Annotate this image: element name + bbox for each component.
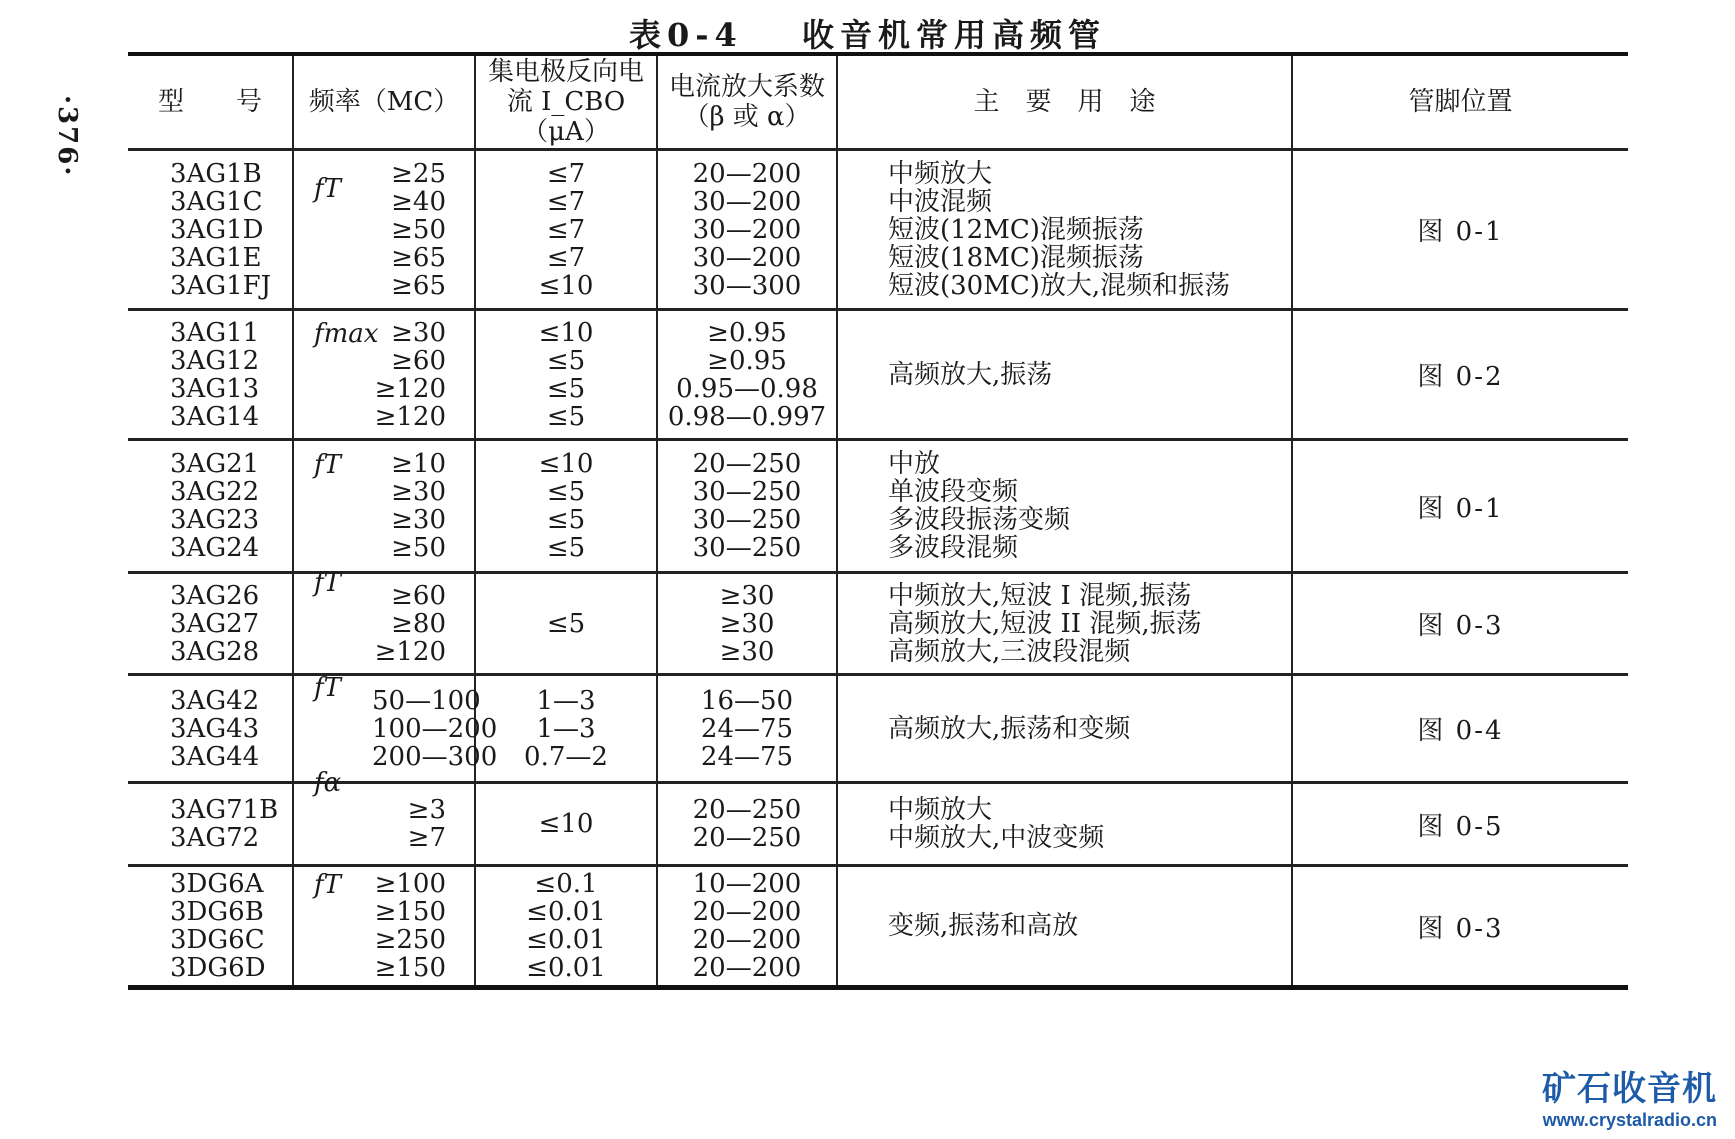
gain-value-line: 30—200 xyxy=(692,186,802,217)
icbo-value-line: ≤5 xyxy=(546,373,586,404)
pin-position-cell: 图 0-3 xyxy=(1292,573,1628,675)
icbo-cell xyxy=(475,675,657,783)
frequency-value-line: ≥50 xyxy=(391,214,446,245)
icbo-value-line: ≤5 xyxy=(546,401,586,432)
header-icbo xyxy=(475,54,657,150)
icbo-value-lines xyxy=(476,810,656,838)
icbo-value-line: ≤10 xyxy=(538,317,594,348)
icbo-cell xyxy=(475,783,657,866)
gain-value-lines xyxy=(658,870,836,982)
gain-cell xyxy=(657,675,837,783)
table-title-text: 收音机常用高频管 xyxy=(801,16,1106,54)
model-line: 3AG13 xyxy=(170,373,260,404)
frequency-value-line: ≥40 xyxy=(391,186,446,217)
icbo-value-line: ≤10 xyxy=(538,449,594,479)
header-gain-line2: （β 或 α） xyxy=(683,102,811,132)
model-cell xyxy=(128,150,293,310)
gain-cell xyxy=(657,573,837,675)
table-row xyxy=(128,310,1628,440)
gain-value-line: ≥0.95 xyxy=(707,345,787,376)
gain-value-lines xyxy=(658,160,836,300)
model-lines xyxy=(170,687,292,771)
frequency-cell xyxy=(293,310,475,440)
usage-line: 中频放大,中波变频 xyxy=(888,823,1105,853)
header-frequency: 频率（MC） xyxy=(293,54,475,150)
pin-position-cell: 图 0-1 xyxy=(1292,150,1628,310)
gain-value-line: 20—250 xyxy=(692,823,802,853)
table-row xyxy=(128,573,1628,675)
frequency-value-lines xyxy=(372,796,446,852)
usage-line: 高频放大,三波段混频 xyxy=(888,636,1131,667)
gain-value-lines xyxy=(658,582,836,666)
gain-value-line: ≥30 xyxy=(719,636,775,667)
model-line: 3AG27 xyxy=(170,608,260,639)
usage-line: 中频放大 xyxy=(888,158,993,189)
frequency-value-line: ≥25 xyxy=(391,158,446,189)
model-lines xyxy=(170,870,292,982)
usage-lines xyxy=(888,582,1291,666)
pin-position-cell: 图 0-3 xyxy=(1292,866,1628,988)
icbo-cell xyxy=(475,573,657,675)
frequency-value-line: 200—300 xyxy=(372,741,498,772)
table-body xyxy=(128,150,1628,988)
icbo-value-line: ≤10 xyxy=(538,809,594,839)
icbo-cell xyxy=(475,866,657,988)
model-line: 3DG6B xyxy=(170,897,264,927)
usage-lines xyxy=(888,450,1291,562)
icbo-value-lines xyxy=(476,610,656,638)
frequency-value-line: ≥30 xyxy=(391,317,446,348)
gain-value-line: 20—250 xyxy=(692,449,802,479)
gain-value-line: 20—200 xyxy=(692,925,802,955)
icbo-value-line: ≤10 xyxy=(538,270,594,301)
usage-cell xyxy=(837,675,1292,783)
gain-value-line: ≥30 xyxy=(719,580,775,611)
gain-cell xyxy=(657,783,837,866)
frequency-cell xyxy=(293,150,475,310)
usage-cell xyxy=(837,310,1292,440)
frequency-value-line: ≥7 xyxy=(407,823,446,853)
model-line: 3DG6D xyxy=(170,953,266,983)
frequency-value-lines xyxy=(372,160,446,300)
header-gain xyxy=(657,54,837,150)
frequency-value-line: ≥150 xyxy=(374,897,446,927)
gain-value-line: 30—250 xyxy=(692,477,802,507)
usage-lines xyxy=(888,361,1291,389)
usage-lines xyxy=(888,912,1291,940)
frequency-value-line: ≥250 xyxy=(374,925,446,955)
gain-value-line: 30—250 xyxy=(692,533,802,563)
page-number: ·376· xyxy=(52,95,82,178)
table-row xyxy=(128,675,1628,783)
model-line: 3AG1FJ xyxy=(170,270,272,301)
icbo-value-line: ≤7 xyxy=(546,214,586,245)
gain-value-line: 10—200 xyxy=(692,869,802,899)
frequency-value-lines xyxy=(372,319,446,431)
header-row xyxy=(128,54,1628,150)
model-line: 3AG26 xyxy=(170,580,260,611)
model-line: 3AG11 xyxy=(170,317,260,348)
pin-position-cell: 图 0-1 xyxy=(1292,440,1628,573)
frequency-value-line: ≥80 xyxy=(391,608,446,639)
icbo-value-lines xyxy=(476,450,656,562)
model-line: 3AG22 xyxy=(170,477,260,507)
pin-position-cell: 图 0-2 xyxy=(1292,310,1628,440)
watermark-url: www.crystalradio.cn xyxy=(1542,1110,1717,1130)
model-line: 3AG21 xyxy=(170,449,260,479)
pin-position-cell: 图 0-5 xyxy=(1292,783,1628,866)
frequency-value-line: ≥120 xyxy=(374,401,446,432)
icbo-value-line: ≤0.1 xyxy=(534,869,598,899)
transistor-table xyxy=(128,52,1628,990)
frequency-value-line: ≥150 xyxy=(374,953,446,983)
icbo-value-lines xyxy=(476,160,656,300)
frequency-cell xyxy=(293,768,475,866)
gain-cell xyxy=(657,150,837,310)
usage-cell xyxy=(837,783,1292,866)
frequency-symbol: fmax xyxy=(314,318,379,349)
icbo-value-lines xyxy=(476,687,656,771)
gain-value-line: 30—200 xyxy=(692,214,802,245)
frequency-value-line: ≥30 xyxy=(391,477,446,507)
usage-line: 中频放大 xyxy=(888,795,993,825)
frequency-cell xyxy=(293,567,475,675)
icbo-value-line: ≤5 xyxy=(546,608,586,639)
table-row xyxy=(128,440,1628,573)
gain-value-line: ≥0.95 xyxy=(707,317,787,348)
icbo-value-line: ≤7 xyxy=(546,242,586,273)
icbo-value-line: 0.7—2 xyxy=(524,741,608,772)
frequency-value-line: ≥60 xyxy=(391,580,446,611)
pin-position-cell: 图 0-4 xyxy=(1292,675,1628,783)
table-row xyxy=(128,866,1628,988)
model-cell xyxy=(128,310,293,440)
gain-value-lines xyxy=(658,450,836,562)
icbo-value-line: ≤7 xyxy=(546,186,586,217)
gain-value-line: 24—75 xyxy=(700,713,794,744)
usage-line: 多波段振荡变频 xyxy=(888,505,1071,535)
usage-line: 变频,振荡和高放 xyxy=(888,911,1079,941)
model-line: 3AG44 xyxy=(170,741,260,772)
usage-line: 中频放大,短波 I 混频,振荡 xyxy=(888,580,1192,611)
model-line: 3AG14 xyxy=(170,401,260,432)
usage-line: 中波混频 xyxy=(888,186,993,217)
gain-value-line: ≥30 xyxy=(719,608,775,639)
model-line: 3AG28 xyxy=(170,636,260,667)
frequency-symbol: fT xyxy=(314,567,341,598)
icbo-value-line: ≤5 xyxy=(546,345,586,376)
frequency-value-lines xyxy=(372,685,498,772)
model-line: 3AG24 xyxy=(170,533,260,563)
gain-value-line: 20—200 xyxy=(692,158,802,189)
frequency-symbol: fα xyxy=(314,768,342,798)
table-title xyxy=(0,10,1735,56)
usage-line: 高频放大,振荡和变频 xyxy=(888,713,1131,744)
frequency-symbol: fT xyxy=(314,672,341,703)
gain-value-line: 16—50 xyxy=(700,685,794,716)
model-line: 3AG1D xyxy=(170,214,264,245)
model-cell xyxy=(128,573,293,675)
gain-value-lines xyxy=(658,796,836,852)
icbo-value-line: ≤5 xyxy=(546,533,586,563)
model-lines xyxy=(170,582,292,666)
icbo-value-line: 1—3 xyxy=(536,713,596,744)
model-line: 3AG23 xyxy=(170,505,260,535)
header-pin: 管脚位置 xyxy=(1292,54,1628,150)
model-line: 3AG42 xyxy=(170,685,260,716)
model-lines xyxy=(170,319,292,431)
gain-value-lines xyxy=(658,319,836,431)
icbo-cell xyxy=(475,310,657,440)
frequency-value-line: ≥30 xyxy=(391,505,446,535)
frequency-cell xyxy=(293,866,475,988)
watermark-name: 矿石收音机 xyxy=(1542,1070,1717,1108)
frequency-value-lines xyxy=(372,582,446,666)
usage-lines xyxy=(888,160,1291,300)
frequency-cell xyxy=(293,440,475,573)
usage-cell xyxy=(837,440,1292,573)
usage-line: 短波(30MC)放大,混频和振荡 xyxy=(888,270,1231,301)
usage-line: 多波段混频 xyxy=(888,533,1019,563)
frequency-value-line: ≥65 xyxy=(391,270,446,301)
frequency-value-line: ≥50 xyxy=(391,533,446,563)
model-line: 3AG72 xyxy=(170,823,260,853)
header-model: 型 号 xyxy=(128,54,293,150)
usage-line: 高频放大,短波 II 混频,振荡 xyxy=(888,608,1202,639)
frequency-value-line: ≥60 xyxy=(391,345,446,376)
header-gain-line1: 电流放大系数 xyxy=(668,72,825,102)
frequency-values xyxy=(312,796,474,852)
model-line: 3AG1E xyxy=(170,242,262,273)
model-cell xyxy=(128,440,293,573)
frequency-value-lines xyxy=(372,450,446,562)
gain-value-line: 20—250 xyxy=(692,795,802,825)
icbo-cell xyxy=(475,440,657,573)
frequency-symbol: fT xyxy=(314,173,341,204)
usage-line: 短波(12MC)混频振荡 xyxy=(888,214,1144,245)
gain-cell xyxy=(657,866,837,988)
icbo-value-line: ≤0.01 xyxy=(526,925,606,955)
gain-value-line: 20—200 xyxy=(692,897,802,927)
icbo-value-line: 1—3 xyxy=(536,685,596,716)
model-line: 3AG1C xyxy=(170,186,263,217)
model-line: 3AG43 xyxy=(170,713,260,744)
usage-line: 高频放大,振荡 xyxy=(888,359,1053,390)
gain-value-line: 20—200 xyxy=(692,953,802,983)
header-usage: 主 要 用 途 xyxy=(837,54,1292,150)
usage-lines xyxy=(888,715,1291,743)
usage-line: 单波段变频 xyxy=(888,477,1019,507)
model-lines xyxy=(170,450,292,562)
frequency-value-line: ≥120 xyxy=(374,373,446,404)
icbo-value-line: ≤0.01 xyxy=(526,897,606,927)
gain-value-line: 30—300 xyxy=(692,270,802,301)
frequency-value-line: ≥10 xyxy=(391,449,446,479)
gain-cell xyxy=(657,440,837,573)
frequency-value-line: ≥3 xyxy=(407,795,446,825)
usage-line: 中放 xyxy=(888,449,941,479)
gain-value-line: 0.95—0.98 xyxy=(676,373,818,404)
gain-value-line: 30—250 xyxy=(692,505,802,535)
model-line: 3DG6C xyxy=(170,925,265,955)
usage-lines xyxy=(888,796,1291,852)
icbo-value-lines xyxy=(476,870,656,982)
gain-value-lines xyxy=(658,687,836,771)
icbo-value-line: ≤5 xyxy=(546,505,586,535)
model-cell xyxy=(128,866,293,988)
frequency-value-line: ≥65 xyxy=(391,242,446,273)
model-lines xyxy=(170,796,292,852)
gain-value-line: 0.98—0.997 xyxy=(667,401,827,432)
frequency-cell xyxy=(293,672,498,783)
frequency-symbol: fT xyxy=(314,870,341,900)
model-line: 3AG71B xyxy=(170,795,279,825)
table-row xyxy=(128,783,1628,866)
table-number: 表0-4 xyxy=(629,16,743,54)
frequency-value-line: 100—200 xyxy=(372,713,498,744)
frequency-value-line: ≥100 xyxy=(374,869,446,899)
frequency-symbol: fT xyxy=(314,450,341,480)
icbo-value-line: ≤7 xyxy=(546,158,586,189)
table-row xyxy=(128,150,1628,310)
gain-value-line: 24—75 xyxy=(700,741,794,772)
model-cell xyxy=(128,675,293,783)
usage-cell xyxy=(837,866,1292,988)
model-line: 3AG1B xyxy=(170,158,262,189)
gain-value-line: 30—200 xyxy=(692,242,802,273)
icbo-value-line: ≤5 xyxy=(546,477,586,507)
model-lines xyxy=(170,160,292,300)
icbo-value-line: ≤0.01 xyxy=(526,953,606,983)
model-cell xyxy=(128,783,293,866)
usage-line: 短波(18MC)混频振荡 xyxy=(888,242,1144,273)
gain-cell xyxy=(657,310,837,440)
icbo-value-lines xyxy=(476,319,656,431)
header-icbo-line2: 流 I_CBO（μA） xyxy=(506,87,626,147)
watermark xyxy=(1542,1061,1717,1131)
header-icbo-line1: 集电极反向电 xyxy=(487,57,644,87)
frequency-value-lines xyxy=(372,870,446,982)
icbo-cell xyxy=(475,150,657,310)
model-line: 3AG12 xyxy=(170,345,260,376)
frequency-value-line: ≥120 xyxy=(374,636,446,667)
usage-cell xyxy=(837,150,1292,310)
usage-cell xyxy=(837,573,1292,675)
model-line: 3DG6A xyxy=(170,869,264,899)
frequency-value-line: 50—100 xyxy=(372,685,481,716)
